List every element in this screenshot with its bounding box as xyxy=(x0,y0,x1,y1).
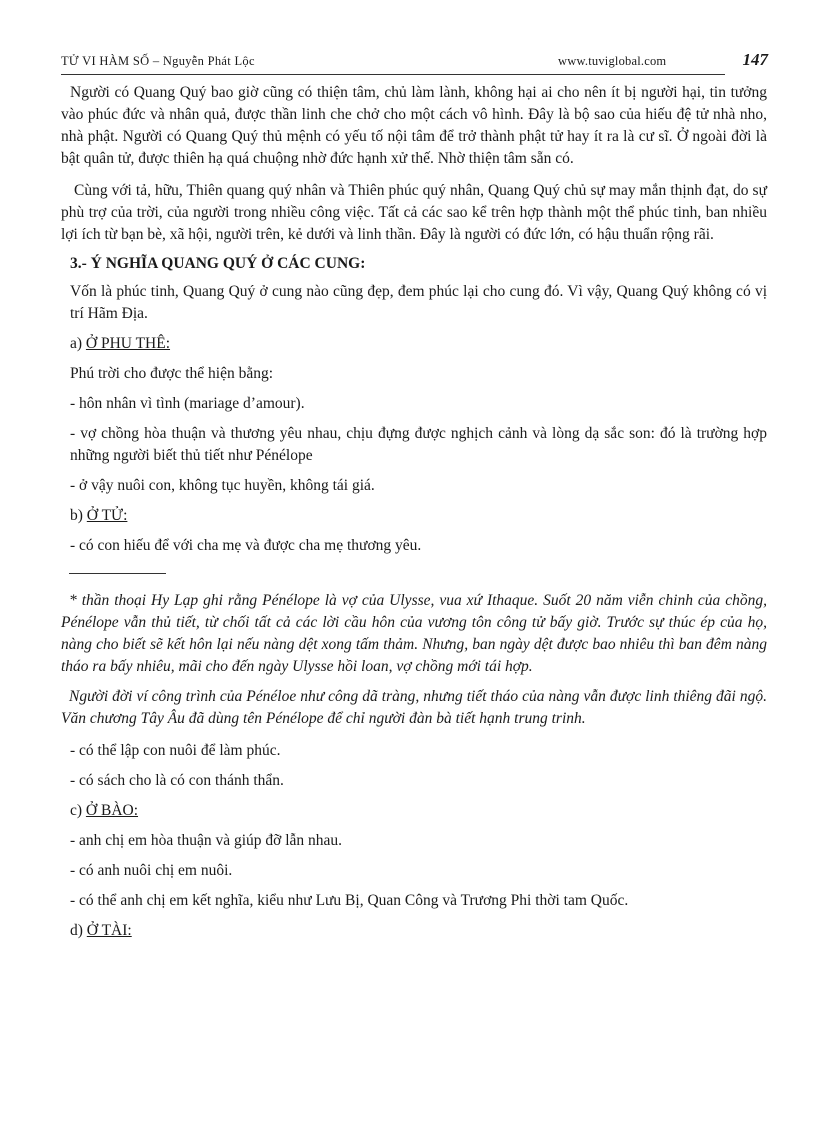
section-title: 3.- Ý NGHĨA QUANG QUÝ Ở CÁC CUNG: xyxy=(70,255,366,272)
subheading-d xyxy=(61,920,767,942)
subheading-b xyxy=(61,505,767,527)
a-item-1: - hôn nhân vì tình (mariage d’amour). xyxy=(70,395,305,412)
footnote-2: Người đời ví công trình của Pénéloe như công dã tràng, nhưng tiết tháo của nàng vẫn được linh thiêng đãi ngộ. Văn chương Tây Âu đã dùng tên Pénélope để chỉ người đàn bà tiết hạnh trung trinh. xyxy=(61,688,767,727)
subheading-b-prefix: b) xyxy=(70,507,87,524)
a-intro: Phú trời cho được thể hiện bằng: xyxy=(70,365,274,382)
b-item-3: - có sách cho là có con thánh thẩn. xyxy=(70,772,284,789)
subheading-d-label: Ở TÀI: xyxy=(86,922,132,939)
footnote-1: * thần thoại Hy Lạp ghi rằng Pénélope là vợ của Ulysse, vua xứ Ithaque. Suốt 20 năm viễn chinh của chồng, Pénélope vẫn thủ tiết, từ chối tất cả các lời cầu hôn của vương tôn công tử bấy giờ. Trước sự thúc ép của họ, nàng cho biết sẽ kết hôn lại nếu nàng dệt xong tấm thảm. Nhưng, ban ngày dệt được bao nhiêu thì ban đêm nàng tháo ra bấy nhiêu, mãi cho đến ngày Ulysse hồi loan, vợ chồng mới tái hợp. xyxy=(61,592,767,675)
a-item-3: - ở vậy nuôi con, không tục huyền, không tái giá. xyxy=(70,477,375,494)
a-item-2: - vợ chồng hòa thuận và thương yêu nhau, chịu đựng được nghịch cảnh và lòng dạ sắc son: đó là trường hợp những người biết thủ tiết như Pénélope xyxy=(70,425,767,464)
b-item-2: - có thể lập con nuôi để làm phúc. xyxy=(70,742,281,759)
subheading-c xyxy=(61,800,767,822)
page-header xyxy=(61,50,768,74)
c-item-2: - có anh nuôi chị em nuôi. xyxy=(70,862,233,879)
subheading-c-label: Ở BÀO: xyxy=(85,802,139,819)
paragraph-1: Người có Quang Quý bao giờ cũng có thiện tâm, chủ làm lành, không hại ai cho nên ít bị người hại, tin tưởng vào phúc đức và nhân quả, được thần linh che chở cho một cách vô hình. Đây là bộ sao của hiếu đệ tử nhà nho, nhà phật. Người có Quang Quý thủ mệnh có yếu tố nội tâm để trở thành phật tử hay ít ra là cư sĩ. Ở ngoài đời là bật quân tử, được thiên hạ quá chuộng nhờ đức hạnh xử thế. Nhờ thiện tâm sẵn có. xyxy=(61,84,767,167)
paragraph-3: Vốn là phúc tinh, Quang Quý ở cung nào cũng đẹp, đem phúc lại cho cung đó. Vì vậy, Quang Quý không có vị trí Hãm Địa. xyxy=(70,283,767,322)
book-title: TỬ VI HÀM SỐ – Nguyễn Phát Lộc xyxy=(61,54,255,68)
footnote-rule xyxy=(69,573,166,574)
subheading-b-label: Ở TỬ: xyxy=(86,507,128,524)
header-rule xyxy=(61,74,725,75)
subheading-a xyxy=(61,333,767,355)
b-item-1: - có con hiếu để với cha mẹ và được cha mẹ thương yêu. xyxy=(70,537,422,554)
c-item-1: - anh chị em hòa thuận và giúp đỡ lẫn nhau. xyxy=(70,832,343,849)
page-body xyxy=(61,82,767,950)
subheading-a-prefix: a) xyxy=(70,335,86,352)
subheading-d-prefix: d) xyxy=(70,922,87,939)
c-item-3: - có thể anh chị em kết nghĩa, kiểu như Lưu Bị, Quan Công và Trương Phi thời tam Quốc. xyxy=(70,892,629,909)
website-url: www.tuviglobal.com xyxy=(558,54,667,68)
subheading-c-prefix: c) xyxy=(70,802,86,819)
page-number: 147 xyxy=(742,50,768,69)
paragraph-2: Cùng với tả, hữu, Thiên quang quý nhân và Thiên phúc quý nhân, Quang Quý chủ sự may mắn thịnh đạt, do sự phù trợ của trời, của người trong nhiều công việc. Tất cả các sao kể trên hợp thành một thể phúc tinh, ban nhiều lợi ích từ bạn bè, xã hội, người trên, kẻ dưới và linh thần. Đây là người có đức lớn, có hậu thuẩn rộng rãi. xyxy=(61,182,767,243)
subheading-a-label: Ở PHU THÊ: xyxy=(85,335,171,352)
